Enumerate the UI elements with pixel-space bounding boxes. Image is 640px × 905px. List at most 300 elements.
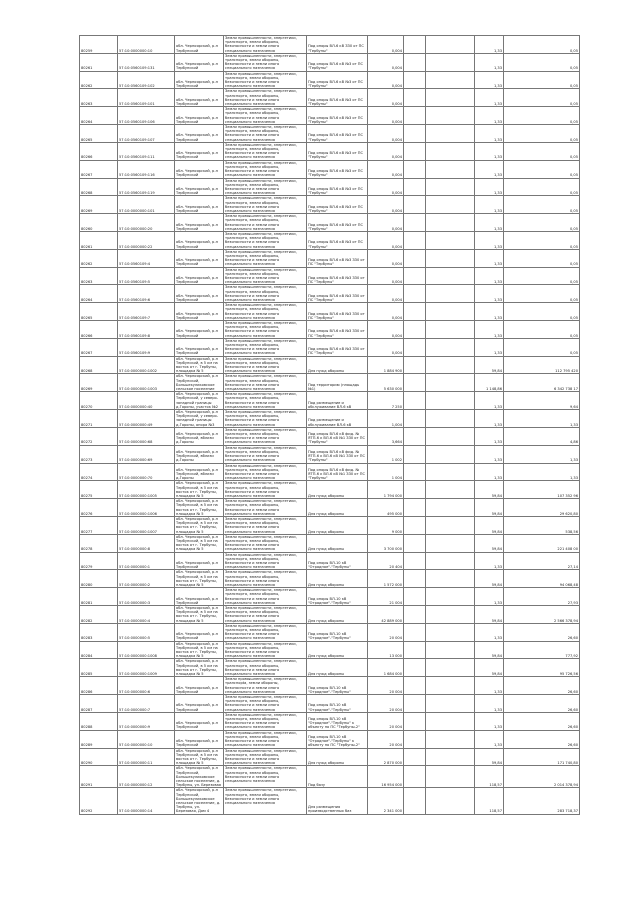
- cadastral-number-cell: 57:10:0000000:3: [118, 588, 175, 606]
- value-a-cell: [404, 499, 426, 517]
- record-number-cell: 80275: [80, 481, 118, 499]
- record-number-cell: 80267: [80, 338, 118, 356]
- permitted-use-cell: Для нужд обороны: [307, 481, 368, 499]
- rate-cell: 1,33: [475, 267, 504, 285]
- value-b-cell: [426, 481, 475, 499]
- location-cell: обл. Черноярский, р-н Тербунский, вблизи д.Гороны: [175, 427, 224, 445]
- land-category-cell: Земли промышленности, энергетики, транспорта, земли обороны, безопасности и земли иного специального назначения: [224, 249, 307, 267]
- record-number-cell: 80263: [80, 89, 118, 107]
- permitted-use-cell: Для размещения производственных баз: [307, 788, 368, 814]
- rate-cell: 1,33: [475, 89, 504, 107]
- record-number-cell: 80268: [80, 178, 118, 196]
- tax-sum-cell: 29 620,80: [504, 499, 580, 517]
- table-row: [80, 71, 580, 89]
- value-a-cell: [404, 712, 426, 730]
- cadastral-number-cell: 57:10:0000000:49: [118, 410, 175, 428]
- value-b-cell: [426, 410, 475, 428]
- cadastral-number-cell: 57:10:0560109:106: [118, 107, 175, 125]
- tax-sum-cell: 26,60: [504, 623, 580, 641]
- tax-sum-cell: 0,05: [504, 338, 580, 356]
- area-cell: 0,004: [368, 71, 404, 89]
- value-b-cell: [426, 730, 475, 748]
- cadastral-number-cell: 57:10:0000000:68: [118, 427, 175, 445]
- rate-cell: 1 148,86: [475, 374, 504, 392]
- value-b-cell: [426, 445, 475, 463]
- tax-sum-cell: 4,86: [504, 427, 580, 445]
- location-cell: обл. Черноярский, р-н Тербунский, в 5 км на восток от г. Тербуны, площадка № 5: [175, 641, 224, 659]
- tax-sum-cell: 0,05: [504, 231, 580, 249]
- land-category-cell: Земли промышленности, энергетики, транспорта, земли обороны, безопасности и земли иного специального назначения: [224, 125, 307, 143]
- value-b-cell: [426, 788, 475, 814]
- location-cell: обл. Черноярский, р-н Тербунский: [175, 338, 224, 356]
- tax-sum-cell: 9,64: [504, 392, 580, 410]
- cadastral-number-cell: 57:10:0000000:6: [118, 677, 175, 695]
- cadastral-number-cell: 57:10:0000000:1008: [118, 641, 175, 659]
- area-cell: 0,004: [368, 53, 404, 71]
- record-number-cell: 80278: [80, 534, 118, 552]
- rate-cell: 1,33: [475, 410, 504, 428]
- cadastral-number-cell: 57:10:0560109:4: [118, 249, 175, 267]
- value-b-cell: [426, 196, 475, 214]
- cadastral-number-cell: 57:10:0560109:111: [118, 142, 175, 160]
- record-number-cell: 80279: [80, 552, 118, 570]
- rate-cell: 1,33: [475, 321, 504, 339]
- cadastral-number-cell: 57:10:0560109:101: [118, 89, 175, 107]
- land-register-table: [79, 35, 580, 815]
- area-cell: 0,004: [368, 196, 404, 214]
- permitted-use-cell: Под территорию (площадь №1): [307, 374, 368, 392]
- value-b-cell: [426, 427, 475, 445]
- table-row: [80, 89, 580, 107]
- value-a-cell: [404, 178, 426, 196]
- location-cell: обл. Черноярский, р-н Тербунский: [175, 695, 224, 713]
- tax-sum-cell: 0,05: [504, 214, 580, 232]
- record-number-cell: 80270: [80, 392, 118, 410]
- rate-cell: 1,33: [475, 71, 504, 89]
- permitted-use-cell: Под опоры ВЛ-6 кВ №3 от ПС "Тербуны": [307, 53, 368, 71]
- value-a-cell: [404, 730, 426, 748]
- land-category-cell: Земли промышленности, энергетики, транспорта, земли обороны, безопасности и земли иного специального назначения: [224, 481, 307, 499]
- rate-cell: 1,33: [475, 730, 504, 748]
- table-row: [80, 570, 580, 588]
- tax-sum-cell: 221 408 00: [504, 534, 580, 552]
- land-category-cell: Земли промышленности, энергетики, транспорта, земли обороны, безопасности и земли иного специального назначения: [224, 766, 307, 788]
- permitted-use-cell: Под базу: [307, 766, 368, 788]
- rate-cell: 1,33: [475, 588, 504, 606]
- value-b-cell: [426, 303, 475, 321]
- value-b-cell: [426, 748, 475, 766]
- area-cell: 0,004: [368, 249, 404, 267]
- table-row: [80, 53, 580, 71]
- rate-cell: 1,33: [475, 178, 504, 196]
- permitted-use-cell: Под опоры ВЛ-10 кВ "Отрадное"-"Тербуны": [307, 552, 368, 570]
- land-category-cell: Земли промышленности, энергетики, транспорта, земли обороны, безопасности и земли иного специального назначения: [224, 196, 307, 214]
- land-category-cell: Земли промышленности, энергетики, транспорта, земли обороны, безопасности и земли иного специального назначения: [224, 71, 307, 89]
- value-a-cell: [404, 445, 426, 463]
- land-category-cell: Земли промышленности, энергетики, транспорта, земли обороны, безопасности и земли иного специального назначения: [224, 36, 307, 54]
- value-a-cell: [404, 71, 426, 89]
- permitted-use-cell: Под опоры ВЛ-6 кВ №3 ЗЗ0 от ПС "Тербуны": [307, 285, 368, 303]
- area-cell: 1 884 900: [368, 356, 404, 374]
- rate-cell: 1,33: [475, 392, 504, 410]
- area-cell: 20 004: [368, 623, 404, 641]
- rate-cell: 1,33: [475, 338, 504, 356]
- value-b-cell: [426, 178, 475, 196]
- value-a-cell: [404, 231, 426, 249]
- land-category-cell: Земли промышленности, энергетики, транспорта, земли обороны, безопасности и земли иного специального назначения: [224, 53, 307, 71]
- area-cell: 495 000: [368, 499, 404, 517]
- area-cell: 0,004: [368, 178, 404, 196]
- table-row: [80, 516, 580, 534]
- cadastral-number-cell: 57:10:0560109:116: [118, 160, 175, 178]
- cadastral-number-cell: 57:10:0000000:1005: [118, 481, 175, 499]
- value-a-cell: [404, 481, 426, 499]
- record-number-cell: 80263: [80, 267, 118, 285]
- table-row: [80, 107, 580, 125]
- document-sheet: [79, 35, 579, 815]
- rate-cell: 1,33: [475, 249, 504, 267]
- permitted-use-cell: Для нужд обороны: [307, 748, 368, 766]
- cadastral-number-cell: 57:10:0000000:7: [118, 695, 175, 713]
- area-cell: 1 002: [368, 445, 404, 463]
- table-row: [80, 142, 580, 160]
- location-cell: обл. Черноярский, р-н Тербунский: [175, 214, 224, 232]
- tax-sum-cell: 0,05: [504, 321, 580, 339]
- rate-cell: 1,33: [475, 303, 504, 321]
- land-category-cell: Земли промышленности, энергетики, транспорта, земли обороны, безопасности и земли иного специального назначения: [224, 89, 307, 107]
- cadastral-number-cell: 57:10:0000000:69: [118, 445, 175, 463]
- rate-cell: 1,33: [475, 160, 504, 178]
- value-b-cell: [426, 53, 475, 71]
- location-cell: обл. Черноярский, р-н Тербунский: [175, 196, 224, 214]
- land-category-cell: Земли промышленности, энергетики, транспорта, земли обороны, безопасности и земли иного специального назначения: [224, 285, 307, 303]
- value-a-cell: [404, 641, 426, 659]
- cadastral-number-cell: 57:10:0560109:9: [118, 338, 175, 356]
- tax-sum-cell: 107 352 96: [504, 481, 580, 499]
- rate-cell: 1,33: [475, 196, 504, 214]
- land-category-cell: Земли промышленности, энергетики, транспорта, земли обороны, безопасности и земли иного специального назначения: [224, 695, 307, 713]
- land-category-cell: Земли промышленности, энергетики, транспорта, земли обороны, безопасности и земли иного специального назначения: [224, 588, 307, 606]
- location-cell: обл. Черноярский, р-н Тербунский, в 5 км на восток от г. Тербуны, площадка № 5: [175, 534, 224, 552]
- cadastral-number-cell: 57:10:0000000:4: [118, 606, 175, 624]
- tax-sum-cell: 26,60: [504, 677, 580, 695]
- cadastral-number-cell: 57:10:0000000:1: [118, 552, 175, 570]
- record-number-cell: 80292: [80, 788, 118, 814]
- location-cell: обл. Черноярский, р-н Тербунский, в 5 км на восток от г. Тербуны, площадка № 5: [175, 659, 224, 677]
- location-cell: обл. Черноярский, р-н Тербунский: [175, 142, 224, 160]
- rate-cell: 1,33: [475, 463, 504, 481]
- permitted-use-cell: Под опоры ВЛ-10 кВ "Отрадное"-"Тербуны" к объекту по ПС "Тербуны-2": [307, 730, 368, 748]
- value-b-cell: [426, 695, 475, 713]
- location-cell: обл. Черноярский, р-н Тербунский: [175, 285, 224, 303]
- tax-sum-cell: 283 718,37: [504, 788, 580, 814]
- value-a-cell: [404, 160, 426, 178]
- record-number-cell: 80290: [80, 748, 118, 766]
- table-row: [80, 303, 580, 321]
- record-number-cell: 80281: [80, 588, 118, 606]
- location-cell: обл. Черноярский, р-н Тербунский: [175, 321, 224, 339]
- land-category-cell: Земли промышленности, энергетики, транспорта, земли обороны, безопасности и земли иного специального назначения: [224, 427, 307, 445]
- area-cell: 20 004: [368, 712, 404, 730]
- location-cell: обл. Черноярский, р-н Тербунский: [175, 125, 224, 143]
- cadastral-number-cell: 57:10:0000000:101: [118, 196, 175, 214]
- record-number-cell: 80264: [80, 285, 118, 303]
- permitted-use-cell: Под опоры ВЛ-6 кВ №3 от ПС "Тербуны": [307, 160, 368, 178]
- land-category-cell: Земли промышленности, энергетики, транспорта, земли обороны, безопасности и земли иного специального назначения: [224, 712, 307, 730]
- table-row: [80, 427, 580, 445]
- value-a-cell: [404, 142, 426, 160]
- cadastral-number-cell: 57:10:0000000:70: [118, 463, 175, 481]
- area-cell: 0,004: [368, 89, 404, 107]
- value-a-cell: [404, 552, 426, 570]
- table-row: [80, 125, 580, 143]
- value-b-cell: [426, 89, 475, 107]
- area-cell: 0,004: [368, 338, 404, 356]
- cadastral-number-cell: 57:10:0000000:14: [118, 788, 175, 814]
- value-a-cell: [404, 534, 426, 552]
- table-row: [80, 445, 580, 463]
- value-a-cell: [404, 125, 426, 143]
- land-category-cell: Земли промышленности, энергетики, транспорта, земли обороны, безопасности и земли иного специального назначения: [224, 231, 307, 249]
- land-category-cell: Земли промышленности, энергетики, транспорта, земли обороны, безопасности и земли иного специального назначения: [224, 410, 307, 428]
- rate-cell: 1,33: [475, 125, 504, 143]
- rate-cell: 1,33: [475, 107, 504, 125]
- value-a-cell: [404, 249, 426, 267]
- cadastral-number-cell: 57:10:0000000:2: [118, 570, 175, 588]
- land-category-cell: Земли промышленности, энергетики, транспорта, земли обороны, безопасности и земли иного специального назначения: [224, 730, 307, 748]
- record-number-cell: 80273: [80, 445, 118, 463]
- permitted-use-cell: Для нужд обороны: [307, 534, 368, 552]
- cadastral-number-cell: 57:10:0000000:8: [118, 534, 175, 552]
- record-number-cell: 80264: [80, 107, 118, 125]
- location-cell: обл. Черноярский, р-н Тербунский, Большекуликовское сельское поселение, д. Тербуны, ул. Березовая, Дом 4: [175, 788, 224, 814]
- tax-sum-cell: 1,33: [504, 445, 580, 463]
- rate-cell: 59,84: [475, 641, 504, 659]
- value-b-cell: [426, 606, 475, 624]
- land-category-cell: Земли промышленности, энергетики, транспорта, земли обороны, безопасности и земли иного специального назначения: [224, 641, 307, 659]
- value-a-cell: [404, 374, 426, 392]
- table-row: [80, 588, 580, 606]
- tax-sum-cell: 27,14: [504, 552, 580, 570]
- permitted-use-cell: Для нужд обороны: [307, 570, 368, 588]
- cadastral-number-cell: 57:10:0000000:11: [118, 748, 175, 766]
- value-b-cell: [426, 677, 475, 695]
- area-cell: 0,004: [368, 214, 404, 232]
- location-cell: обл. Черноярский, р-н Тербунский: [175, 623, 224, 641]
- rate-cell: 1,33: [475, 695, 504, 713]
- value-b-cell: [426, 71, 475, 89]
- location-cell: обл. Черноярский, р-н Тербунский: [175, 712, 224, 730]
- area-cell: 13 000: [368, 641, 404, 659]
- land-category-cell: Земли промышленности, энергетики, транспорта, земли обороны, безопасности и земли иного специального назначения: [224, 552, 307, 570]
- table-row: [80, 231, 580, 249]
- cadastral-number-cell: 57:10:0560109:131: [118, 53, 175, 71]
- value-a-cell: [404, 267, 426, 285]
- table-row: [80, 712, 580, 730]
- value-b-cell: [426, 142, 475, 160]
- value-b-cell: [426, 588, 475, 606]
- rate-cell: 59,84: [475, 748, 504, 766]
- table-row: [80, 392, 580, 410]
- record-number-cell: 80277: [80, 516, 118, 534]
- location-cell: обл. Черноярский, р-н Тербунский, Большекуликовское сельское поселение, д. Тербуны, ул. Березовая: [175, 766, 224, 788]
- value-a-cell: [404, 196, 426, 214]
- area-cell: 0,004: [368, 267, 404, 285]
- land-category-cell: Земли промышленности, энергетики, транспорта, земли обороны, безопасности и земли иного специального назначения: [224, 606, 307, 624]
- permitted-use-cell: Под опоры ВЛ-6 кВ №3 от ПС "Тербуны": [307, 89, 368, 107]
- value-b-cell: [426, 321, 475, 339]
- value-b-cell: [426, 285, 475, 303]
- permitted-use-cell: Под опоры ВЛ-6 кВ №3 ЗЗ0 от ПС "Тербуны": [307, 338, 368, 356]
- value-a-cell: [404, 606, 426, 624]
- record-number-cell: 80262: [80, 249, 118, 267]
- permitted-use-cell: Под размещение и обслуживание ВЛ-6 кВ: [307, 410, 368, 428]
- location-cell: обл. Черноярский, р-н Тербунский: [175, 249, 224, 267]
- value-b-cell: [426, 107, 475, 125]
- land-category-cell: Земли промышленности, энергетики, транспорта, земли обороны, безопасности и земли иного специального назначения: [224, 338, 307, 356]
- value-a-cell: [404, 516, 426, 534]
- permitted-use-cell: Под опоры ВЛ-6 кВ №3 от ПС "Тербуны": [307, 178, 368, 196]
- permitted-use-cell: Под опоры ВЛ-6 кВ ЗЗ0 от ПС "Тербуны": [307, 36, 368, 54]
- table-row: [80, 36, 580, 54]
- rate-cell: 59,84: [475, 499, 504, 517]
- record-number-cell: 80284: [80, 641, 118, 659]
- permitted-use-cell: Под опоры ВЛ-6 кВ фид. № ЯТП-6 к ВЛ-6 кВ №1 ЗЗ0 от ПС "Тербуны": [307, 463, 368, 481]
- record-number-cell: 80283: [80, 623, 118, 641]
- tax-sum-cell: 0,05: [504, 36, 580, 54]
- area-cell: 0,004: [368, 107, 404, 125]
- rate-cell: 59,84: [475, 481, 504, 499]
- area-cell: 0,004: [368, 36, 404, 54]
- value-b-cell: [426, 766, 475, 788]
- location-cell: обл. Черноярский, р-н Тербунский: [175, 730, 224, 748]
- record-number-cell: 80259: [80, 36, 118, 54]
- value-a-cell: [404, 338, 426, 356]
- area-cell: 0,004: [368, 231, 404, 249]
- rate-cell: 1,33: [475, 712, 504, 730]
- area-cell: 5 630 000: [368, 374, 404, 392]
- permitted-use-cell: Для нужд обороны: [307, 499, 368, 517]
- area-cell: 20 004: [368, 677, 404, 695]
- area-cell: 2 341 000: [368, 788, 404, 814]
- location-cell: обл. Черноярский, р-н Тербунский: [175, 231, 224, 249]
- tax-sum-cell: 0,05: [504, 178, 580, 196]
- location-cell: обл. Черноярский, р-н Тербунский, в 5 км на восток от г. Тербуны, площадка № 5: [175, 570, 224, 588]
- area-cell: 1 794 000: [368, 481, 404, 499]
- table-row: [80, 321, 580, 339]
- value-a-cell: [404, 463, 426, 481]
- record-number-cell: 80266: [80, 142, 118, 160]
- land-category-cell: Земли промышленности, энергетики, транспорта, земли обороны, безопасности и земли иного специального назначения: [224, 570, 307, 588]
- location-cell: обл. Черноярский, р-н Тербунский, в 5 км на восток от г. Тербуны, площадка № 5: [175, 748, 224, 766]
- location-cell: обл. Черноярский, р-н Тербунский: [175, 89, 224, 107]
- value-b-cell: [426, 231, 475, 249]
- area-cell: 20 404: [368, 552, 404, 570]
- land-category-cell: Земли промышленности, энергетики, транспорта, земли обороны, безопасности и земли иного специального назначения: [224, 214, 307, 232]
- land-category-cell: Земли промышленности, энергетики, транспорта, земли обороны, безопасности и земли иного специального назначения: [224, 321, 307, 339]
- value-a-cell: [404, 214, 426, 232]
- land-category-cell: Земли промышленности, энергетики, транспорта, земли обороны, безопасности и земли иного специального назначения: [224, 374, 307, 392]
- location-cell: обл. Черноярский, р-н Тербунский: [175, 53, 224, 71]
- tax-sum-cell: 2 014 378,94: [504, 766, 580, 788]
- record-number-cell: 80287: [80, 695, 118, 713]
- land-category-cell: Земли промышленности, энергетики, транспорта, земли обороны, безопасности и земли иного специального назначения: [224, 445, 307, 463]
- table-row: [80, 534, 580, 552]
- permitted-use-cell: Под опоры ВЛ-10 кВ "Отрадное"-"Тербуны": [307, 677, 368, 695]
- value-a-cell: [404, 659, 426, 677]
- location-cell: обл. Черноярский, р-н Тербунский, в 5 км на восток от г. Тербуны, площадка № 5: [175, 356, 224, 374]
- cadastral-number-cell: 57:10:0000000:1003: [118, 374, 175, 392]
- cadastral-number-cell: 57:10:0560109:102: [118, 71, 175, 89]
- record-number-cell: 80266: [80, 321, 118, 339]
- tax-sum-cell: 0,05: [504, 71, 580, 89]
- value-a-cell: [404, 356, 426, 374]
- tax-sum-cell: 112 795 420: [504, 356, 580, 374]
- land-category-cell: Земли промышленности, энергетики, транспорта, земли обороны, безопасности и земли иного специального назначения: [224, 516, 307, 534]
- tax-sum-cell: 26,60: [504, 730, 580, 748]
- tax-sum-cell: 171 740,80: [504, 748, 580, 766]
- rate-cell: 1,33: [475, 552, 504, 570]
- table-row: [80, 196, 580, 214]
- record-number-cell: 80272: [80, 427, 118, 445]
- table-row: [80, 481, 580, 499]
- area-cell: 21 004: [368, 588, 404, 606]
- value-a-cell: [404, 36, 426, 54]
- permitted-use-cell: Под опоры ВЛ-6 кВ №3 от ПС "Тербуны": [307, 231, 368, 249]
- location-cell: обл. Черноярский, р-н Тербунский, в 5 км на восток от г. Тербуны, площадка № 5: [175, 481, 224, 499]
- location-cell: обл. Черноярский, р-н Тербунский, в 5 км на восток от г. Тербуны, площадка № 5: [175, 606, 224, 624]
- record-number-cell: 80269: [80, 196, 118, 214]
- tax-sum-cell: 0,05: [504, 196, 580, 214]
- area-cell: 1 684 000: [368, 659, 404, 677]
- cadastral-number-cell: 57:10:0000000:12: [118, 766, 175, 788]
- value-b-cell: [426, 623, 475, 641]
- register-rows: [80, 36, 580, 815]
- rate-cell: 1,33: [475, 285, 504, 303]
- tax-sum-cell: 1,33: [504, 410, 580, 428]
- cadastral-number-cell: 57:10:0000000:20: [118, 214, 175, 232]
- table-row: [80, 214, 580, 232]
- rate-cell: 1,33: [475, 214, 504, 232]
- area-cell: 0,004: [368, 303, 404, 321]
- record-number-cell: 80289: [80, 730, 118, 748]
- record-number-cell: 80262: [80, 71, 118, 89]
- record-number-cell: 80285: [80, 659, 118, 677]
- value-b-cell: [426, 374, 475, 392]
- area-cell: 1 004: [368, 463, 404, 481]
- value-b-cell: [426, 338, 475, 356]
- permitted-use-cell: Под опоры ВЛ-6 кВ №3 от ПС "Тербуны": [307, 125, 368, 143]
- table-row: [80, 730, 580, 748]
- area-cell: 0,004: [368, 142, 404, 160]
- cadastral-number-cell: 57:10:0000000:1007: [118, 516, 175, 534]
- location-cell: обл. Черноярский, р-н Тербунский, Большекуликовское сельское поселение: [175, 374, 224, 392]
- cadastral-number-cell: 57:10:0000000:9: [118, 712, 175, 730]
- tax-sum-cell: 2 566 378,94: [504, 606, 580, 624]
- tax-sum-cell: 95 726,56: [504, 659, 580, 677]
- value-a-cell: [404, 285, 426, 303]
- location-cell: обл. Черноярский, р-н Тербунский: [175, 552, 224, 570]
- location-cell: обл. Черноярский, р-н Тербунский: [175, 303, 224, 321]
- land-category-cell: Земли промышленности, энергетики, транспорта, земли обороны, безопасности и земли иного специального назначения: [224, 107, 307, 125]
- permitted-use-cell: Под опоры ВЛ-10 кВ "Отрадное"-"Тербуны": [307, 695, 368, 713]
- table-row: [80, 788, 580, 814]
- tax-sum-cell: 538,56: [504, 516, 580, 534]
- permitted-use-cell: Под опоры ВЛ-6 кВ №3 от ПС "Тербуны": [307, 214, 368, 232]
- location-cell: обл. Черноярский, р-н Тербунский: [175, 107, 224, 125]
- cadastral-number-cell: 57:10:0560109:5: [118, 267, 175, 285]
- table-row: [80, 160, 580, 178]
